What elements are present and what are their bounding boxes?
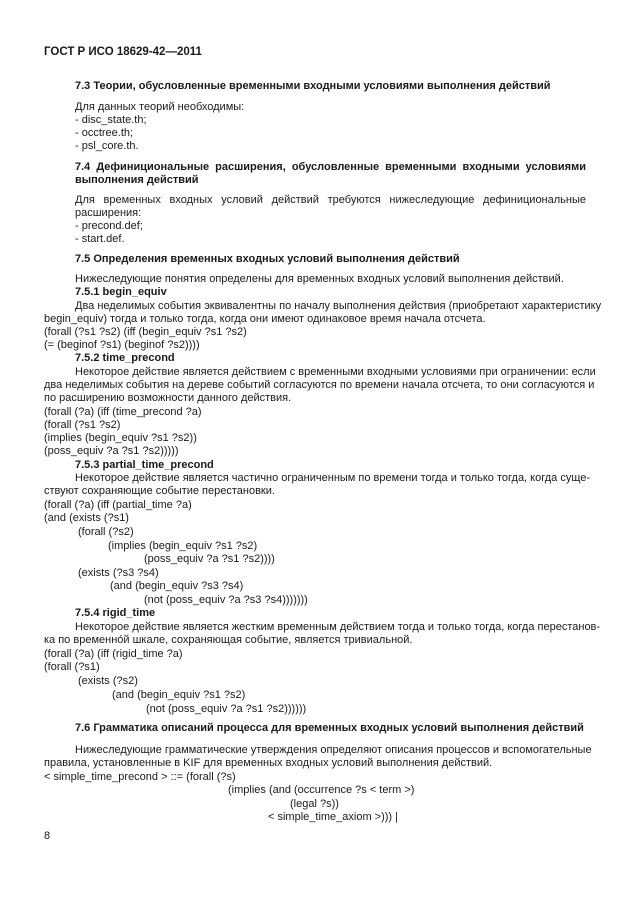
paragraph-line: Два неделимых события эквивалентны по началу выполнения действия (приобретают характеристику xyxy=(75,300,602,312)
list-item: - disc_state.th; xyxy=(75,114,147,126)
code-line: (and (begin_equiv ?s3 ?s4) xyxy=(110,580,244,592)
paragraph-line: begin_equiv) тогда и только тогда, когда они имеют одинаковое время начала отсчета. xyxy=(44,313,486,325)
code-line: (forall (?s1 ?s2) xyxy=(44,419,121,431)
paragraph-line: Некоторое действие является действием с временными входными условиями при ограничении: если xyxy=(75,366,596,378)
subsection-7-5-4-title: 7.5.4 rigid_time xyxy=(75,607,156,619)
code-line: (legal ?s)) xyxy=(290,798,339,810)
list-item: - start.def. xyxy=(75,233,125,245)
code-line: (exists (?s3 ?s4) xyxy=(78,567,159,579)
paragraph-line: Некоторое действие является частично ограниченным по времени тогда и только тогда, когда суще- xyxy=(75,472,591,484)
code-line: (forall (?a) (iff (partial_time ?a) xyxy=(44,499,192,511)
subsection-7-5-2-title: 7.5.2 time_precond xyxy=(75,352,175,364)
code-line: (and (exists (?s1) xyxy=(44,512,129,524)
paragraph-line: Некоторое действие является жестким временным действием тогда и только тогда, когда перестанов- xyxy=(75,621,601,633)
section-7-5-intro: Нижеследующие понятия определены для временных входных условий выполнения действий. xyxy=(75,273,564,285)
code-line: (forall (?a) (iff (time_precond ?a) xyxy=(44,406,202,418)
code-line: (implies (begin_equiv ?s1 ?s2)) xyxy=(44,432,197,444)
code-line: (forall (?s2) xyxy=(78,526,134,538)
code-line: (and (begin_equiv ?s1 ?s2) xyxy=(112,689,246,701)
code-line: (not (poss_equiv ?a ?s3 ?s4))))))) xyxy=(144,594,308,606)
section-7-5-heading: 7.5 Определения временных входных условий выполнения действий xyxy=(75,253,460,265)
code-line: (poss_equiv ?a ?s1 ?s2)))) xyxy=(144,553,275,565)
section-7-4-heading-cont: выполнения действий xyxy=(75,174,199,186)
page-number: 8 xyxy=(44,830,51,842)
list-item: - precond.def; xyxy=(75,220,143,232)
paragraph-line: по расширению возможности данного действия. xyxy=(44,392,292,404)
section-7-3-heading: 7.3 Теории, обусловленные временными входными условиями выполнения действий xyxy=(75,80,551,92)
code-line: (implies (and (occurrence ?s < term >) xyxy=(228,784,415,796)
section-7-3-intro: Для данных теорий необходимы: xyxy=(75,101,245,113)
code-line: (not (poss_equiv ?a ?s1 ?s2)))))) xyxy=(146,703,307,715)
code-line: < simple_time_axiom >))) | xyxy=(268,811,399,823)
section-7-6-heading: 7.6 Грамматика описаний процесса для временных входных условий выполнения действий xyxy=(75,722,584,734)
code-line: (= (beginof ?s1) (beginof ?s2)))) xyxy=(44,339,200,351)
code-line: (forall (?s1 ?s2) (iff (begin_equiv ?s1 ?s2) xyxy=(44,326,247,338)
paragraph-line: ка по временно́й шкале, сохраняющая событие, является тривиальной. xyxy=(44,634,413,646)
paragraph-line: правила, установленные в KIF для временных входных условий выполнения действий. xyxy=(44,757,493,769)
paragraph-line: Нижеследующие грамматические утверждения определяют описания процессов и вспомогательные xyxy=(75,744,592,756)
code-line: < simple_time_precond > ::= (forall (?s) xyxy=(44,771,236,783)
paragraph-line: ствуют сохраняющие событие перестановки. xyxy=(44,485,275,497)
code-line: (implies (begin_equiv ?s1 ?s2) xyxy=(108,540,258,552)
section-7-4-text-cont: расширения: xyxy=(75,207,142,219)
code-line: (forall (?s1) xyxy=(44,661,100,673)
code-line: (forall (?a) (iff (rigid_time ?a) xyxy=(44,648,183,660)
list-item: - psl_core.th. xyxy=(75,140,139,152)
code-line: (exists (?s2) xyxy=(78,675,138,687)
code-line: (poss_equiv ?a ?s1 ?s2))))) xyxy=(44,445,179,457)
section-7-4-heading: 7.4 Дефинициональные расширения, обусловленные временными входными условиями xyxy=(75,161,586,173)
subsection-7-5-1-title: 7.5.1 begin_equiv xyxy=(75,286,167,298)
list-item: - occtree.th; xyxy=(75,127,134,139)
section-7-4-text: Для временных входных условий действий требуются нижеследующие дефинициональные xyxy=(75,194,586,206)
paragraph-line: два неделимых события на дереве событий согласуются по времени начала отсчета, то они согласуются и xyxy=(44,379,595,391)
subsection-7-5-3-title: 7.5.3 partial_time_precond xyxy=(75,459,214,471)
document-header: ГОСТ Р ИСО 18629-42—2011 xyxy=(44,46,202,58)
